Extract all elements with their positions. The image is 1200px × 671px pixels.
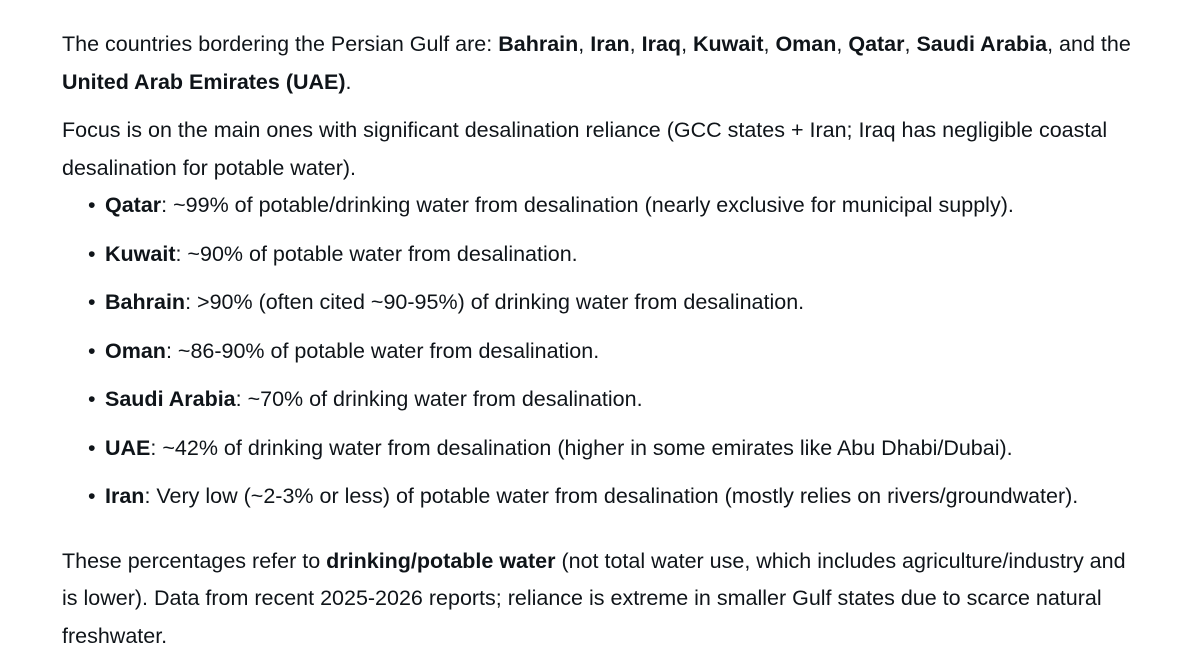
closing-bold: drinking/potable water <box>326 548 556 573</box>
item-country: Qatar <box>105 193 162 217</box>
separator: , <box>836 32 849 56</box>
item-country: Kuwait <box>105 241 176 266</box>
item-country: UAE <box>105 435 151 460</box>
country-kuwait: Kuwait <box>693 32 764 56</box>
separator: , <box>681 32 694 56</box>
country-uae: United Arab Emirates (UAE) <box>62 69 346 94</box>
country-iran: Iran <box>590 32 630 56</box>
list-item <box>62 284 1142 322</box>
item-text: : >90% (often cited ~90-95%) of drinking water from desalination. <box>185 290 805 314</box>
intro-paragraph <box>62 26 1142 101</box>
bullet-icon: • <box>88 387 96 411</box>
closing-prefix: These percentages refer to <box>62 548 327 573</box>
list-item <box>62 236 1142 274</box>
separator: , <box>763 32 776 56</box>
desalination-list <box>62 187 1142 516</box>
item-text: : ~70% of drinking water from desalination. <box>235 387 643 411</box>
list-item <box>62 333 1142 371</box>
response-content <box>62 26 1142 655</box>
and-connector: , and the <box>1047 32 1131 56</box>
list-item <box>62 430 1142 468</box>
intro-prefix: The countries bordering the Persian Gulf are: <box>62 32 499 56</box>
separator: , <box>629 32 642 56</box>
item-text: : ~99% of potable/drinking water from desalination (nearly exclusive for municipal supply). <box>161 193 1014 217</box>
item-country: Iran <box>105 484 145 508</box>
closing-suffix: (not total water use, which includes agriculture/industry and is lower). Data from recent 2025-2026 reports; reliance is extreme in smaller Gulf states due to scarce natural freshwater. <box>62 548 1126 648</box>
focus-paragraph: Focus is on the main ones with significant desalination reliance (GCC states + Iran; Iraq has negligible coastal desalination for potable water). <box>62 118 1108 180</box>
bullet-icon: • <box>88 241 96 266</box>
bullet-icon: • <box>88 338 96 363</box>
bullet-icon: • <box>88 290 96 314</box>
bullet-icon: • <box>88 193 96 217</box>
intro-end: . <box>345 69 352 94</box>
closing-paragraph <box>62 543 1142 656</box>
item-text: : ~42% of drinking water from desalination (higher in some emirates like Abu Dhabi/Dubai). <box>150 435 1013 460</box>
country-bahrain: Bahrain <box>498 32 579 56</box>
item-country: Saudi Arabia <box>105 387 236 411</box>
country-qatar: Qatar <box>848 32 905 56</box>
country-iraq: Iraq <box>641 32 682 56</box>
list-item <box>62 381 1142 419</box>
separator: , <box>578 32 591 56</box>
list-item <box>62 478 1142 516</box>
item-text: : ~90% of potable water from desalination. <box>175 241 578 266</box>
item-text: : Very low (~2-3% or less) of potable water from desalination (mostly relies on rivers/groundwater). <box>144 484 1079 508</box>
item-country: Oman <box>105 338 166 363</box>
country-oman: Oman <box>775 32 837 56</box>
separator: , <box>904 32 917 56</box>
bullet-icon: • <box>88 435 96 460</box>
country-saudi-arabia: Saudi Arabia <box>916 32 1048 56</box>
item-country: Bahrain <box>105 290 186 314</box>
bullet-icon: • <box>88 484 96 508</box>
item-text: : ~86-90% of potable water from desalination. <box>165 338 600 363</box>
list-item <box>62 187 1142 225</box>
